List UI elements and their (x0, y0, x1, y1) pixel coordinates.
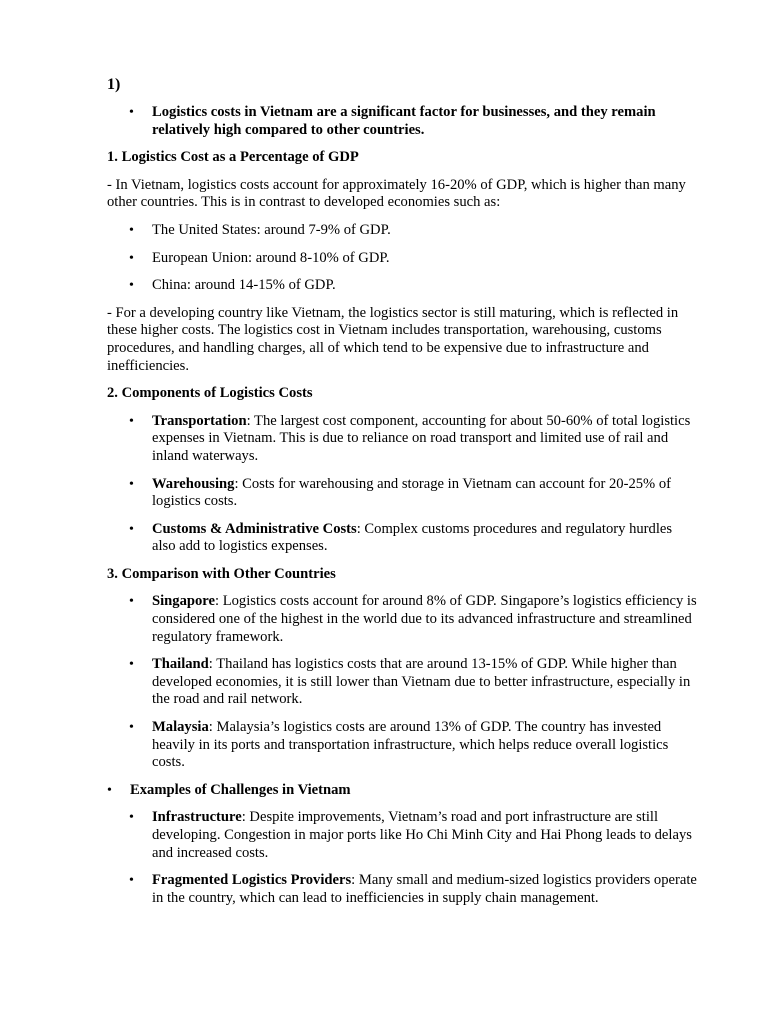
item-text: : Complex customs procedures and regulatory hurdles also add to logistics expenses. (152, 520, 673, 555)
item-text: : Logistics costs account for around 8% of GDP. Singapore’s logistics efficiency is considered one of the highest in the world due to its advanced infrastructure and streamlined regulatory framework. (152, 593, 697, 645)
question-number: 1) (107, 76, 121, 93)
item-term: Customs & Administrative Costs (152, 520, 357, 537)
challenges-list (107, 782, 699, 800)
list-item: • The United States: around 7-9% of GDP. (107, 222, 699, 240)
section4-heading-bullet (107, 782, 699, 800)
item-text: : Thailand has logistics costs that are around 13-15% of GDP. While higher than developed economies, it is still lower than Vietnam due to better infrastructure, especially in the road and rail network. (152, 656, 691, 708)
intro-list (107, 104, 699, 139)
item-text: : Malaysia’s logistics costs are around 13% of GDP. The country has invested heavily in its ports and transportation infrastructure, which helps reduce overall logistics costs. (152, 719, 669, 771)
intro-bullet-text: Logistics costs in Vietnam are a significant factor for businesses, and they remain relatively high compared to other countries. (152, 104, 656, 138)
item-text: : The largest cost component, accounting for about 50-60% of total logistics expenses in Vietnam. This is due to reliance on road transport and limited use of rail and inland waterways. (152, 412, 691, 464)
components-list (107, 413, 699, 556)
item-text: : Many small and medium-sized logistics providers operate in the country, which can lead to inefficiencies in supply chain management. (152, 872, 697, 906)
section1-heading: 1. Logistics Cost as a Percentage of GDP (107, 149, 359, 166)
list-item (107, 656, 699, 709)
list-item (107, 593, 699, 646)
section3-heading: 3. Comparison with Other Countries (107, 565, 336, 582)
list-item: • European Union: around 8-10% of GDP. (107, 250, 699, 268)
section1-paragraph-1: - In Vietnam, logistics costs account for approximately 16-20% of GDP, which is higher than many other countries. This is in contrast to developed economies such as: (107, 176, 686, 211)
list-item: • China: around 14-15% of GDP. (107, 277, 699, 295)
challenges-items (107, 809, 699, 907)
section4-heading: Examples of Challenges in Vietnam (130, 781, 351, 798)
item-text: : Despite improvements, Vietnam’s road and port infrastructure are still developing. Congestion in major ports like Ho Chi Minh City and Hai Phong leads to delays and increased costs. (152, 809, 692, 861)
list-item (107, 521, 699, 556)
item-term: Singapore (152, 593, 215, 610)
item-term: Warehousing (152, 475, 235, 492)
list-item (107, 413, 699, 466)
section2-heading: 2. Components of Logistics Costs (107, 385, 313, 402)
gdp-comparison-list (107, 222, 699, 295)
intro-bullet (107, 104, 699, 139)
countries-list (107, 593, 699, 771)
section1-paragraph-2: - For a developing country like Vietnam, the logistics sector is still maturing, which is reflected in these higher costs. The logistics cost in Vietnam includes transportation, warehousing, customs procedures, and handling charges, all of which tend to be expensive due to infrastructure and inefficiencies. (107, 304, 679, 374)
item-term: Transportation (152, 412, 247, 429)
document-body (107, 76, 699, 917)
list-item (107, 872, 699, 907)
list-item (107, 719, 699, 772)
item-term: Fragmented Logistics Providers (152, 872, 352, 889)
item-term: Thailand (152, 656, 209, 673)
item-term: Malaysia (152, 719, 209, 736)
item-text: : Costs for warehousing and storage in Vietnam can account for 20-25% of logistics costs. (152, 475, 672, 510)
list-item (107, 809, 699, 862)
item-term: Infrastructure (152, 809, 242, 826)
list-item (107, 476, 699, 511)
